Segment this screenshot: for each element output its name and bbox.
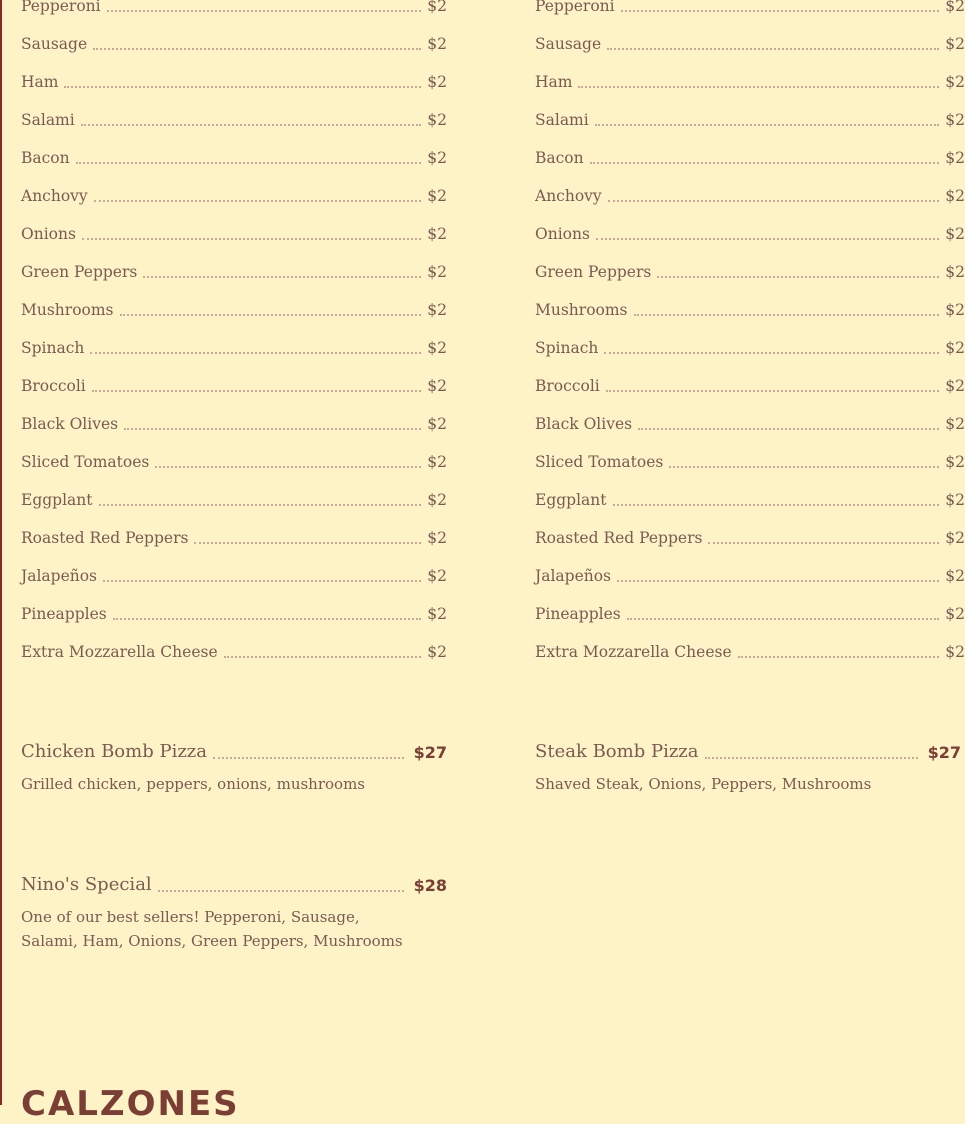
- pizza-price: $27: [413, 743, 447, 762]
- topping-name: Extra Mozzarella Cheese: [535, 643, 732, 661]
- dot-leader: [158, 872, 404, 892]
- topping-price: $2: [427, 339, 447, 357]
- topping-price: $2: [427, 529, 447, 547]
- topping-name: Ham: [535, 73, 573, 91]
- dot-leader: [64, 68, 421, 88]
- topping-name: Black Olives: [535, 415, 633, 433]
- topping-price: $2: [945, 0, 965, 15]
- topping-row: [535, 0, 965, 30]
- topping-name: Spinach: [21, 339, 85, 357]
- topping-name: Spinach: [535, 339, 599, 357]
- topping-name: Pineapples: [21, 605, 107, 623]
- pizza-description: Shaved Steak, Onions, Peppers, Mushrooms: [535, 775, 872, 793]
- topping-row: [535, 486, 965, 524]
- topping-row: [21, 30, 447, 68]
- topping-row: [21, 524, 447, 562]
- dot-leader: [76, 144, 422, 164]
- dot-leader: [607, 30, 939, 50]
- topping-name: Broccoli: [21, 377, 86, 395]
- topping-row: [21, 144, 447, 182]
- topping-row: [535, 144, 965, 182]
- topping-name: Extra Mozzarella Cheese: [21, 643, 218, 661]
- topping-price: $2: [427, 605, 447, 623]
- topping-name: Pepperoni: [21, 0, 101, 15]
- topping-name: Green Peppers: [21, 263, 138, 281]
- topping-row: [535, 600, 965, 638]
- topping-row: [21, 372, 447, 410]
- dot-leader: [595, 106, 940, 126]
- topping-name: Jalapeños: [535, 567, 612, 585]
- topping-name: Jalapeños: [21, 567, 98, 585]
- topping-row: [21, 182, 447, 220]
- topping-row: [21, 68, 447, 106]
- topping-price: $2: [945, 643, 965, 661]
- dot-leader: [627, 600, 940, 620]
- topping-price: $2: [427, 263, 447, 281]
- dot-leader: [113, 600, 422, 620]
- topping-price: $2: [427, 453, 447, 471]
- dot-leader: [81, 106, 422, 126]
- topping-name: Sausage: [21, 35, 88, 53]
- dot-leader: [143, 258, 421, 278]
- topping-row: [535, 30, 965, 68]
- topping-name: Mushrooms: [21, 301, 114, 319]
- topping-price: $2: [945, 187, 965, 205]
- menu-item-steak-bomb-pizza: [535, 734, 961, 796]
- dot-leader: [224, 638, 422, 658]
- topping-name: Eggplant: [21, 491, 93, 509]
- dot-leader: [669, 448, 939, 468]
- dot-leader: [606, 372, 940, 392]
- topping-row: [21, 334, 447, 372]
- topping-name: Salami: [535, 111, 589, 129]
- dot-leader: [124, 410, 421, 430]
- dot-leader: [82, 220, 421, 240]
- dot-leader: [93, 30, 421, 50]
- topping-row: [535, 334, 965, 372]
- topping-name: Black Olives: [21, 415, 119, 433]
- pizza-name: Steak Bomb Pizza: [535, 741, 699, 762]
- topping-name: Broccoli: [535, 377, 600, 395]
- dot-leader: [738, 638, 940, 658]
- pizza-price: $27: [927, 743, 961, 762]
- topping-price: $2: [945, 605, 965, 623]
- topping-name: Salami: [21, 111, 75, 129]
- dot-leader: [634, 296, 940, 316]
- pizza-name: Nino's Special: [21, 874, 152, 895]
- dot-leader: [708, 524, 939, 544]
- topping-price: $2: [945, 73, 965, 91]
- topping-row: [21, 258, 447, 296]
- topping-price: $2: [427, 377, 447, 395]
- topping-row: [535, 372, 965, 410]
- topping-name: Sliced Tomatoes: [535, 453, 664, 471]
- topping-name: Onions: [535, 225, 590, 243]
- topping-price: $2: [427, 567, 447, 585]
- topping-price: $2: [427, 187, 447, 205]
- topping-name: Pineapples: [535, 605, 621, 623]
- topping-price: $2: [945, 491, 965, 509]
- dot-leader: [103, 562, 421, 582]
- topping-price: $2: [945, 263, 965, 281]
- topping-price: $2: [427, 0, 447, 15]
- topping-row: [535, 524, 965, 562]
- topping-row: [535, 296, 965, 334]
- topping-price: $2: [427, 73, 447, 91]
- topping-row: [21, 296, 447, 334]
- dot-leader: [99, 486, 422, 506]
- topping-price: $2: [427, 491, 447, 509]
- topping-name: Anchovy: [21, 187, 88, 205]
- topping-row: [535, 410, 965, 448]
- topping-name: Bacon: [535, 149, 584, 167]
- topping-row: [535, 68, 965, 106]
- topping-name: Ham: [21, 73, 59, 91]
- dot-leader: [608, 182, 940, 202]
- topping-price: $2: [945, 339, 965, 357]
- dot-leader: [213, 739, 404, 759]
- topping-name: Sausage: [535, 35, 602, 53]
- topping-row: [535, 638, 965, 676]
- dot-leader: [657, 258, 939, 278]
- topping-row: [535, 182, 965, 220]
- pizza-description: Grilled chicken, peppers, onions, mushrooms: [21, 775, 365, 793]
- dot-leader: [596, 220, 939, 240]
- pizza-price: $28: [413, 876, 447, 895]
- topping-row: [21, 410, 447, 448]
- dot-leader: [107, 0, 422, 12]
- dot-leader: [604, 334, 939, 354]
- dot-leader: [94, 182, 422, 202]
- topping-price: $2: [945, 567, 965, 585]
- topping-row: [535, 562, 965, 600]
- topping-row: [535, 106, 965, 144]
- topping-row: [535, 448, 965, 486]
- topping-row: [21, 448, 447, 486]
- dot-leader: [621, 0, 940, 12]
- dot-leader: [638, 410, 939, 430]
- topping-price: $2: [945, 529, 965, 547]
- topping-price: $2: [945, 415, 965, 433]
- dot-leader: [578, 68, 939, 88]
- topping-name: Anchovy: [535, 187, 602, 205]
- topping-price: $2: [945, 225, 965, 243]
- topping-price: $2: [945, 377, 965, 395]
- topping-row: [21, 0, 447, 30]
- topping-name: Bacon: [21, 149, 70, 167]
- dot-leader: [705, 739, 918, 759]
- dot-leader: [92, 372, 422, 392]
- menu-item-chicken-bomb-pizza: [21, 734, 447, 796]
- dot-leader: [155, 448, 421, 468]
- topping-price: $2: [427, 301, 447, 319]
- topping-row: [535, 258, 965, 296]
- topping-name: Onions: [21, 225, 76, 243]
- topping-name: Eggplant: [535, 491, 607, 509]
- topping-price: $2: [945, 301, 965, 319]
- dot-leader: [90, 334, 421, 354]
- topping-row: [21, 220, 447, 258]
- dot-leader: [617, 562, 939, 582]
- topping-row: [21, 638, 447, 676]
- topping-price: $2: [945, 149, 965, 167]
- section-title-calzones: CALZONES: [21, 1084, 240, 1124]
- topping-row: [21, 600, 447, 638]
- topping-row: [21, 562, 447, 600]
- topping-price: $2: [945, 35, 965, 53]
- menu-item-ninos-special: [21, 867, 447, 953]
- topping-price: $2: [427, 111, 447, 129]
- topping-price: $2: [427, 415, 447, 433]
- dot-leader: [590, 144, 940, 164]
- topping-name: Roasted Red Peppers: [21, 529, 189, 547]
- topping-price: $2: [427, 35, 447, 53]
- topping-price: $2: [427, 225, 447, 243]
- dot-leader: [613, 486, 940, 506]
- topping-price: $2: [427, 149, 447, 167]
- pizza-description: One of our best sellers! Pepperoni, Sausage, Salami, Ham, Onions, Green Peppers, Mushrooms: [21, 908, 403, 950]
- topping-row: [21, 106, 447, 144]
- topping-price: $2: [945, 111, 965, 129]
- topping-row: [21, 486, 447, 524]
- dot-leader: [194, 524, 421, 544]
- topping-name: Roasted Red Peppers: [535, 529, 703, 547]
- topping-name: Sliced Tomatoes: [21, 453, 150, 471]
- dot-leader: [120, 296, 422, 316]
- page-left-border: [0, 0, 2, 1105]
- topping-row: [535, 220, 965, 258]
- topping-price: $2: [945, 453, 965, 471]
- pizza-name: Chicken Bomb Pizza: [21, 741, 208, 762]
- topping-name: Pepperoni: [535, 0, 615, 15]
- topping-name: Mushrooms: [535, 301, 628, 319]
- topping-price: $2: [427, 643, 447, 661]
- topping-name: Green Peppers: [535, 263, 652, 281]
